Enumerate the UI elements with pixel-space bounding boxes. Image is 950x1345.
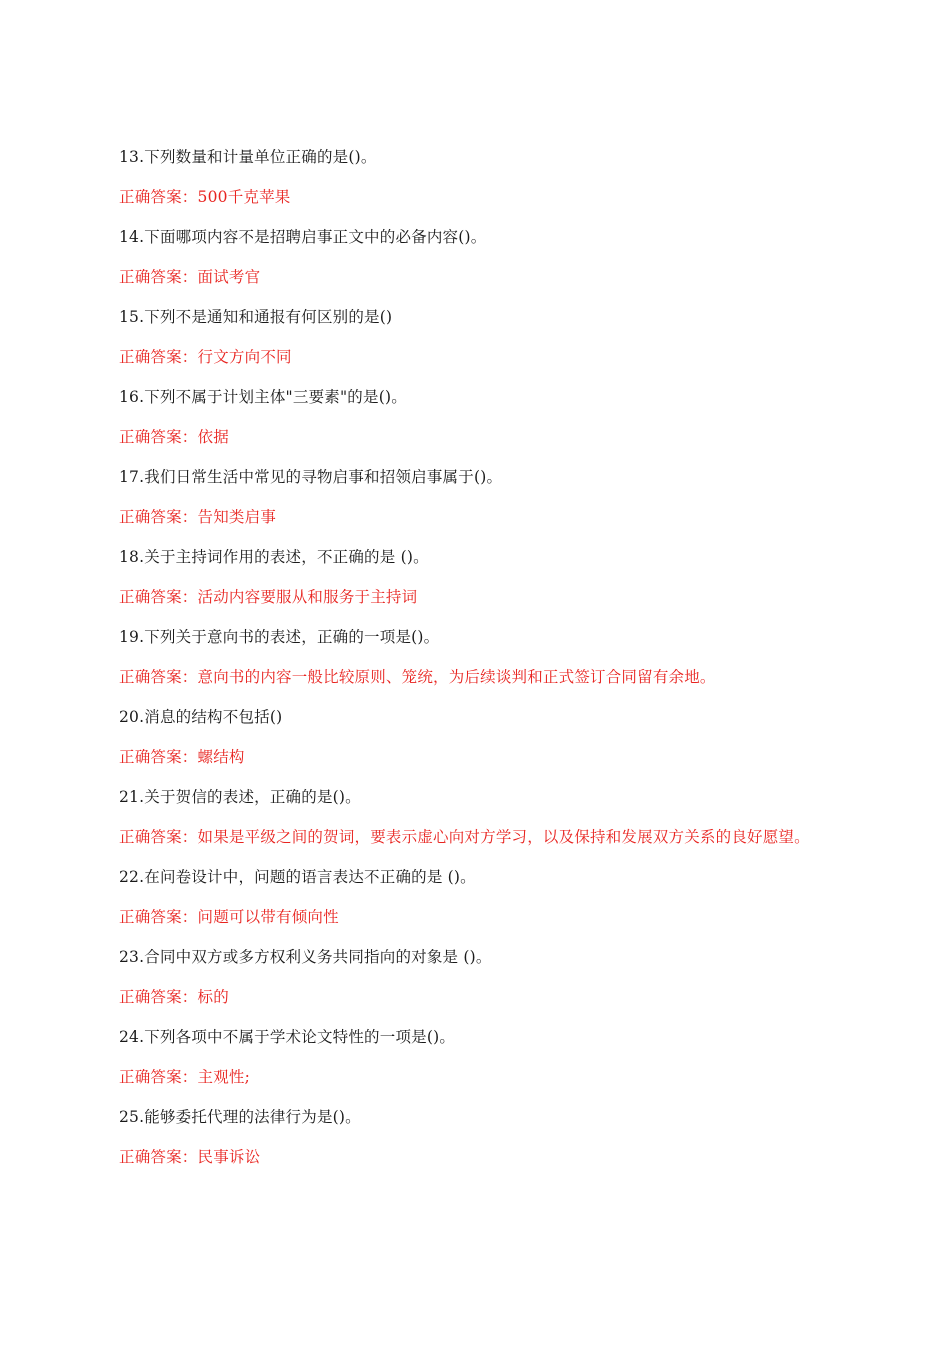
answer-line xyxy=(119,425,919,465)
question-text: 21.关于贺信的表述，正确的是()。 xyxy=(119,788,361,806)
qa-item-24 xyxy=(119,1025,919,1105)
answer-prefix: 正确答案： xyxy=(119,348,198,366)
question-text: 19.下列关于意向书的表述，正确的一项是()。 xyxy=(119,628,440,646)
answer-prefix: 正确答案： xyxy=(119,988,198,1006)
answer-prefix: 正确答案： xyxy=(119,1068,198,1086)
answer-text: 依据 xyxy=(197,428,229,446)
qa-item-20 xyxy=(119,705,919,785)
answer-text: 主观性; xyxy=(197,1068,251,1086)
question-text: 15.下列不是通知和通报有何区别的是() xyxy=(119,308,393,326)
answer-text: 如果是平级之间的贺词，要表示虚心向对方学习，以及保持和发展双方关系的良好愿望。 xyxy=(197,828,810,846)
question-text: 20.消息的结构不包括() xyxy=(119,708,283,726)
answer-prefix: 正确答案： xyxy=(119,748,198,766)
answer-text: 活动内容要服从和服务于主持词 xyxy=(197,588,418,606)
qa-item-14 xyxy=(119,225,919,305)
answer-prefix: 正确答案： xyxy=(119,588,198,606)
qa-item-22 xyxy=(119,865,919,945)
answer-prefix: 正确答案： xyxy=(119,188,198,206)
qa-item-23 xyxy=(119,945,919,1025)
question-text: 25.能够委托代理的法律行为是()。 xyxy=(119,1108,361,1126)
qa-item-15 xyxy=(119,305,919,385)
qa-item-18 xyxy=(119,545,919,625)
question-answer-list xyxy=(119,145,919,1185)
answer-text: 民事诉讼 xyxy=(197,1148,261,1166)
qa-item-16 xyxy=(119,385,919,465)
answer-line xyxy=(119,905,919,945)
answer-text: 问题可以带有倾向性 xyxy=(197,908,339,926)
answer-text: 500千克苹果 xyxy=(197,188,291,206)
question-text: 14.下面哪项内容不是招聘启事正文中的必备内容()。 xyxy=(119,228,487,246)
answer-line xyxy=(119,585,919,625)
question-text: 16.下列不属于计划主体"三要素"的是()。 xyxy=(119,388,407,406)
answer-prefix: 正确答案： xyxy=(119,828,198,846)
answer-line xyxy=(119,985,919,1025)
qa-item-17 xyxy=(119,465,919,545)
qa-item-25 xyxy=(119,1105,919,1185)
answer-line xyxy=(119,265,919,305)
answer-line xyxy=(119,505,919,545)
qa-item-19 xyxy=(119,625,919,705)
answer-text: 告知类启事 xyxy=(197,508,277,526)
answer-text: 意向书的内容一般比较原则、笼统，为后续谈判和正式签订合同留有余地。 xyxy=(197,668,716,686)
answer-text: 面试考官 xyxy=(197,268,261,286)
answer-line xyxy=(119,745,919,785)
answer-line xyxy=(119,825,919,865)
qa-item-13 xyxy=(119,145,919,225)
question-text: 23.合同中双方或多方权利义务共同指向的对象是 ()。 xyxy=(119,948,492,966)
answer-prefix: 正确答案： xyxy=(119,268,198,286)
answer-text: 行文方向不同 xyxy=(197,348,292,366)
answer-line xyxy=(119,1145,919,1185)
answer-line xyxy=(119,1065,919,1105)
answer-prefix: 正确答案： xyxy=(119,668,198,686)
qa-item-21 xyxy=(119,785,919,865)
answer-text: 标的 xyxy=(197,988,229,1006)
answer-line xyxy=(119,185,919,225)
answer-text: 螺结构 xyxy=(197,748,245,766)
answer-prefix: 正确答案： xyxy=(119,508,198,526)
answer-prefix: 正确答案： xyxy=(119,1148,198,1166)
answer-prefix: 正确答案： xyxy=(119,908,198,926)
question-text: 17.我们日常生活中常见的寻物启事和招领启事属于()。 xyxy=(119,468,503,486)
answer-prefix: 正确答案： xyxy=(119,428,198,446)
answer-line xyxy=(119,345,919,385)
question-text: 18.关于主持词作用的表述，不正确的是 ()。 xyxy=(119,548,429,566)
question-text: 24.下列各项中不属于学术论文特性的一项是()。 xyxy=(119,1028,456,1046)
answer-line xyxy=(119,665,919,705)
question-text: 22.在问卷设计中，问题的语言表达不正确的是 ()。 xyxy=(119,868,476,886)
question-text: 13.下列数量和计量单位正确的是()。 xyxy=(119,148,377,166)
